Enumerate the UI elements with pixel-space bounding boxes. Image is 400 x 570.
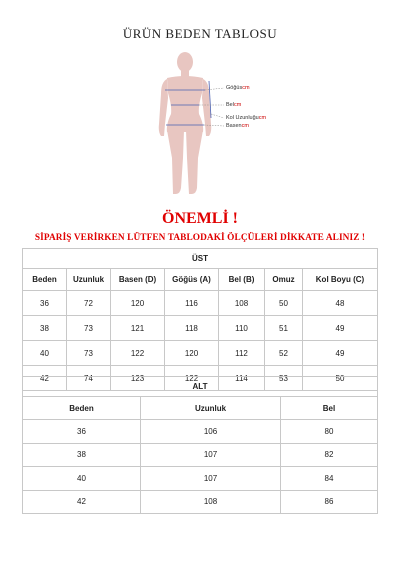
upper-size-table xyxy=(22,248,378,391)
table-cell: 120 xyxy=(111,291,165,316)
table-cell: 114 xyxy=(219,366,265,391)
lower-section-title: ALT xyxy=(23,377,378,397)
table-cell: 50 xyxy=(303,366,378,391)
hip-label: Basencm xyxy=(226,123,249,129)
table-cell: 84 xyxy=(281,467,378,491)
body-silhouette-icon xyxy=(140,48,270,198)
lower-header-row xyxy=(23,397,378,420)
table-cell: 106 xyxy=(141,420,281,444)
page-title: ÜRÜN BEDEN TABLOSU xyxy=(122,26,278,41)
table-cell: 51 xyxy=(265,316,303,341)
waist-label: Belcm xyxy=(226,102,242,108)
table-cell: 74 xyxy=(67,366,111,391)
column-header: Beden xyxy=(23,397,141,420)
table-cell: 36 xyxy=(23,420,141,444)
column-header: Bel xyxy=(281,397,378,420)
table-cell: 122 xyxy=(111,341,165,366)
table-row xyxy=(23,316,378,341)
upper-section-title: ÜST xyxy=(23,249,378,269)
table-cell: 49 xyxy=(303,316,378,341)
table-cell: 52 xyxy=(265,341,303,366)
table-cell: 72 xyxy=(67,291,111,316)
table-row xyxy=(23,467,378,491)
table-cell: 112 xyxy=(219,341,265,366)
column-header: Kol Boyu (C) xyxy=(303,269,378,291)
table-cell: 49 xyxy=(303,341,378,366)
notice-text: SİPARİŞ VERİRKEN LÜTFEN TABLODAKİ ÖLÇÜLERİ DİKKATE ALINIZ ! xyxy=(34,233,366,243)
table-cell: 121 xyxy=(111,316,165,341)
table-cell: 53 xyxy=(265,366,303,391)
table-cell: 73 xyxy=(67,316,111,341)
column-header: Göğüs (A) xyxy=(165,269,219,291)
table-cell: 107 xyxy=(141,443,281,467)
table-cell: 40 xyxy=(23,467,141,491)
column-header: Beden xyxy=(23,269,67,291)
table-cell: 38 xyxy=(23,443,141,467)
body-figure xyxy=(140,48,270,198)
table-cell: 122 xyxy=(165,366,219,391)
table-cell: 40 xyxy=(23,341,67,366)
table-cell: 73 xyxy=(67,341,111,366)
table-cell: 82 xyxy=(281,443,378,467)
table-cell: 110 xyxy=(219,316,265,341)
table-row xyxy=(23,490,378,514)
sleeve-label: Kol Uzunluğucm xyxy=(226,115,267,121)
table-cell: 120 xyxy=(165,341,219,366)
table-row xyxy=(23,291,378,316)
column-header: Basen (D) xyxy=(111,269,165,291)
important-heading: ÖNEMLİ ! xyxy=(162,210,238,227)
column-header: Bel (B) xyxy=(219,269,265,291)
table-cell: 107 xyxy=(141,467,281,491)
table-row xyxy=(23,443,378,467)
table-cell: 50 xyxy=(265,291,303,316)
table-cell: 118 xyxy=(165,316,219,341)
table-cell: 80 xyxy=(281,420,378,444)
column-header: Uzunluk xyxy=(141,397,281,420)
upper-header-row xyxy=(23,269,378,291)
table-cell: 38 xyxy=(23,316,67,341)
lower-size-table xyxy=(22,376,378,514)
table-cell: 108 xyxy=(141,490,281,514)
table-cell: 48 xyxy=(303,291,378,316)
column-header: Omuz xyxy=(265,269,303,291)
table-cell: 42 xyxy=(23,490,141,514)
table-cell: 123 xyxy=(111,366,165,391)
table-cell: 116 xyxy=(165,291,219,316)
table-cell: 42 xyxy=(23,366,67,391)
table-row xyxy=(23,420,378,444)
table-row xyxy=(23,341,378,366)
table-cell: 86 xyxy=(281,490,378,514)
table-cell: 108 xyxy=(219,291,265,316)
column-header: Uzunluk xyxy=(67,269,111,291)
table-cell: 36 xyxy=(23,291,67,316)
chest-label: Göğüscm xyxy=(226,85,250,91)
